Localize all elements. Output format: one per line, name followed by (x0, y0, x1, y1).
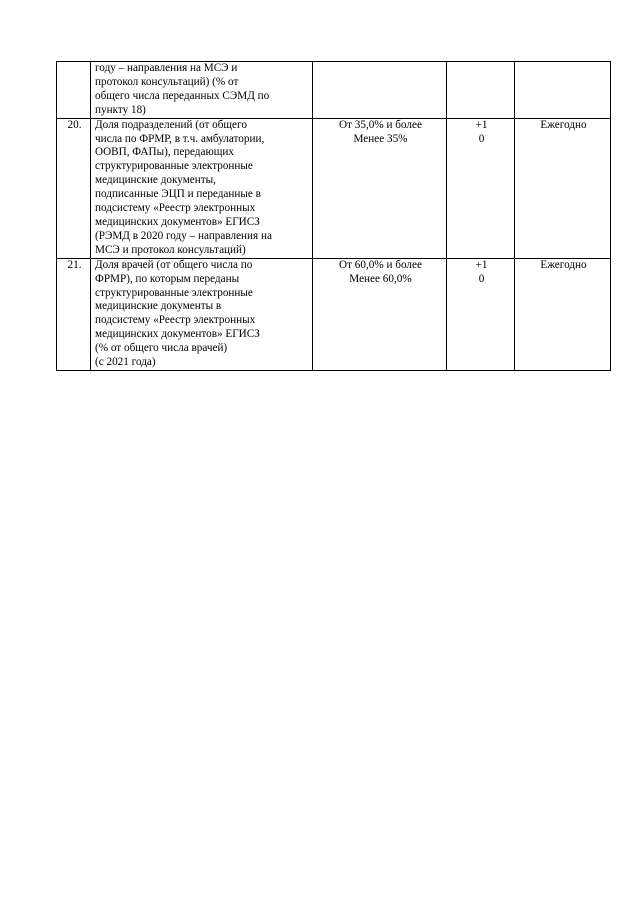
indicator-name (91, 258, 313, 370)
indicator-name-line: году – направления на МСЭ и (95, 62, 238, 74)
indicator-name-line: (РЭМД в 2020 году – направления на (95, 229, 272, 242)
indicator-name-line: пункту 18) (95, 103, 146, 116)
threshold-value: От 35,0% и более (339, 118, 422, 131)
row-number: 20. (57, 118, 91, 258)
indicator-name (91, 118, 313, 258)
criteria-table (56, 61, 611, 371)
indicator-name-line: подсистему «Реестр электронных (95, 314, 256, 327)
table-row (57, 62, 611, 119)
score-values (447, 258, 515, 370)
score-values (447, 62, 515, 119)
score-value: 0 (478, 132, 485, 145)
indicator-name-line: числа по ФРМР, в т.ч. амбулатории, (95, 132, 265, 145)
indicator-name-line: медицинские документы, (95, 174, 216, 187)
indicator-name-line: структурированные электронные (95, 286, 253, 299)
indicator-name-line: ООВП, ФАПы), передающих (95, 146, 234, 159)
row-number (57, 62, 91, 119)
indicator-name-line: медицинских документов» ЕГИСЗ (95, 328, 260, 341)
score-value: +1 (475, 118, 488, 131)
table-row (57, 258, 611, 370)
score-values (447, 118, 515, 258)
indicator-name-line: медицинских документов» ЕГИСЗ (95, 215, 260, 228)
score-value: 0 (478, 272, 485, 285)
threshold-value: От 60,0% и более (339, 258, 422, 271)
period (515, 62, 611, 119)
indicator-name (91, 62, 313, 119)
indicator-name-line: подписанные ЭЦП и переданные в (95, 188, 261, 201)
indicator-name-line: протокол консультаций) (% от (95, 75, 239, 88)
table-row (57, 118, 611, 258)
period: Ежегодно (515, 258, 611, 370)
score-value: +1 (475, 258, 488, 271)
indicator-name-line: ФРМР), по которым переданы (95, 272, 240, 285)
period: Ежегодно (515, 118, 611, 258)
threshold-values (313, 118, 447, 258)
indicator-name-line: Доля врачей (от общего числа по (95, 258, 253, 271)
threshold-values (313, 62, 447, 119)
indicator-name-line: (с 2021 года) (95, 356, 156, 369)
indicator-name-line: Доля подразделений (от общего (95, 118, 247, 131)
threshold-value: Менее 60,0% (349, 272, 412, 285)
indicator-name-line: медицинские документы в (95, 300, 222, 313)
indicator-name-line: общего числа переданных СЭМД по (95, 89, 270, 102)
threshold-values (313, 258, 447, 370)
indicator-name-line: подсистему «Реестр электронных (95, 202, 256, 215)
indicator-name-line: (% от общего числа врачей) (95, 342, 228, 355)
indicator-name-line: МСЭ и протокол консультаций) (95, 243, 246, 256)
threshold-value: Менее 35% (353, 132, 408, 145)
row-number: 21. (57, 258, 91, 370)
indicator-name-line: структурированные электронные (95, 160, 253, 173)
